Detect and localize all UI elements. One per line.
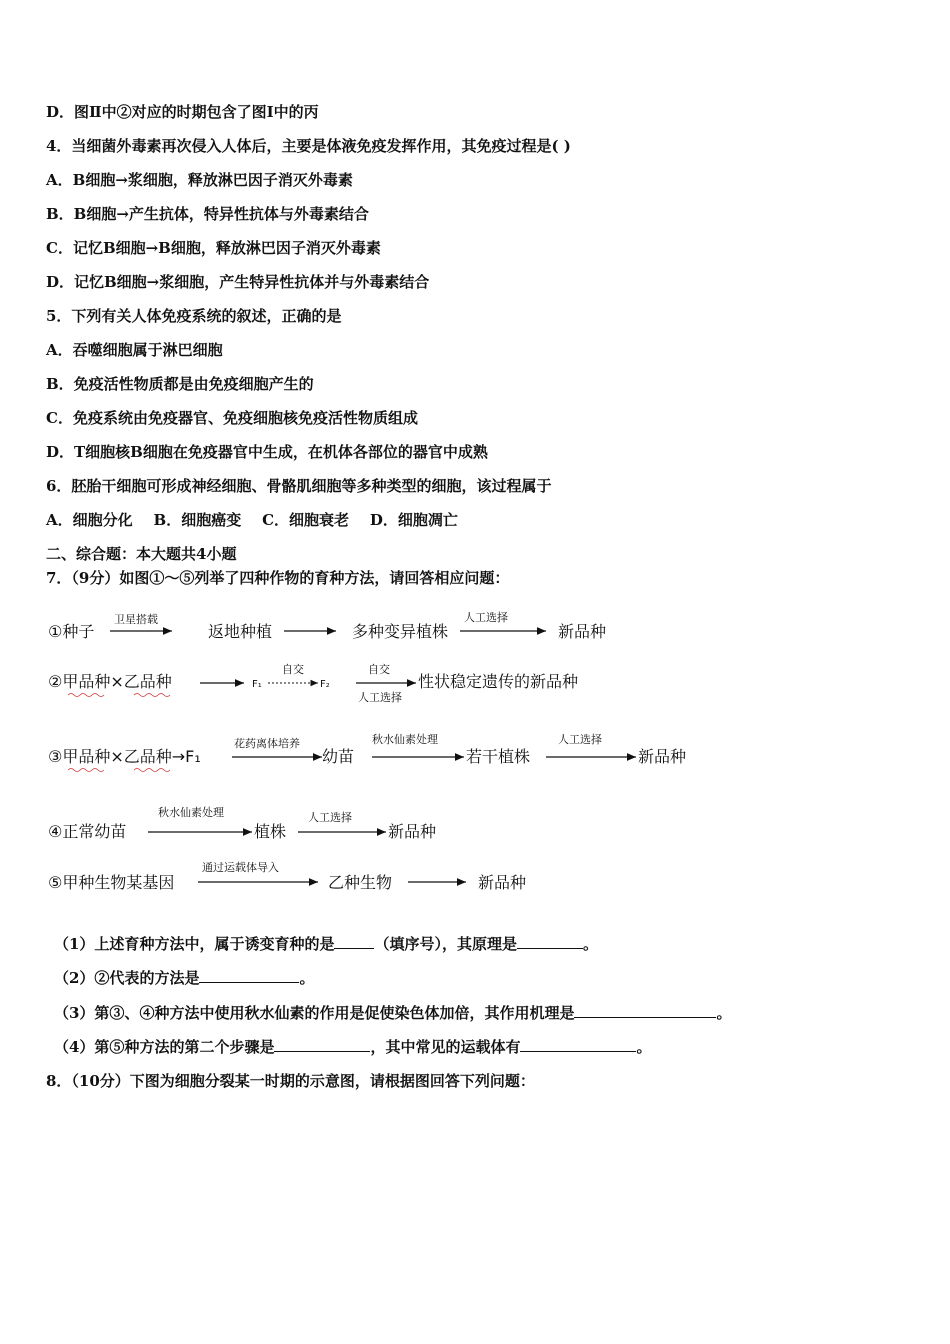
q7-sub-4-text-a: （4）第⑤种方法的第二个步骤是 — [54, 1038, 275, 1056]
q8-stem: 8．（10分）下图为细胞分裂某一时期的示意图，请根据图回答下列问题： — [46, 1072, 535, 1090]
r5-start: ⑤甲种生物某基因 — [48, 873, 175, 892]
diagram-row-5 — [48, 860, 526, 892]
r1-end: 新品种 — [558, 622, 607, 641]
r1-node-2: 多种变异植株 — [352, 622, 449, 641]
r1-node-1: 返地种植 — [208, 622, 273, 641]
r1-arrow-1-label: 卫星搭载 — [114, 613, 158, 626]
q7-sub-2-text-a: （2）②代表的方法是 — [54, 969, 200, 987]
r2-end: 性状稳定遗传的新品种 — [418, 672, 579, 691]
r5-end: 新品种 — [478, 873, 527, 892]
q7-stem: 7．（9分）如图①～⑤列举了四种作物的育种方法，请回答相应问题： — [46, 569, 510, 587]
r3-arrow-1-label: 花药离体培养 — [234, 737, 300, 750]
r4-node-1: 植株 — [254, 822, 287, 841]
r2-arrow-2-label: 自交 — [282, 663, 304, 676]
r2-arrow-3-bottom-label: 人工选择 — [358, 691, 402, 704]
diagram-row-2 — [48, 662, 578, 704]
q6-stem: 6．胚胎干细胞可形成神经细胞、骨骼肌细胞等多种类型的细胞，该过程属于 — [46, 477, 552, 495]
diagram-row-4 — [48, 805, 436, 841]
r3-node-1: 幼苗 — [322, 747, 355, 766]
q4-stem: 4．当细菌外毒素再次侵入人体后，主要是体液免疫发挥作用，其免疫过程是( ) — [46, 137, 571, 155]
breeding-methods-diagram — [46, 605, 706, 895]
q7-sub-2-text-b: 。 — [299, 969, 315, 987]
r3-node-2: 若干植株 — [466, 747, 531, 766]
q7-sub-3-blank[interactable] — [574, 1003, 716, 1018]
r3-arrow-3-label: 人工选择 — [558, 733, 602, 746]
q5-option-b: B．免疫活性物质都是由免疫细胞产生的 — [46, 375, 314, 393]
q3-option-d: D．图Ⅱ中②对应的时期包含了图Ⅰ中的丙 — [46, 103, 319, 121]
q7-sub-4-text-c: 。 — [636, 1038, 652, 1056]
q7-sub-4-blank-1[interactable] — [274, 1037, 370, 1052]
q7-sub-1-text-b: （填序号），其原理是 — [374, 935, 517, 953]
q5-option-c: C．免疫系统由免疫器官、免疫细胞核免疫活性物质组成 — [46, 409, 418, 427]
diagram-row-1 — [48, 610, 606, 641]
section-2-title: 二、综合题：本大题共4小题 — [46, 545, 237, 563]
r4-arrow-2-label: 人工选择 — [308, 811, 352, 824]
q7-sub-4-text-b: ，其中常见的运载体有 — [370, 1038, 521, 1056]
r3-end: 新品种 — [638, 747, 687, 766]
q7-sub-1-blank-2[interactable] — [517, 934, 583, 949]
diagram-row-3 — [48, 732, 686, 772]
q7-sub-2 — [54, 968, 314, 988]
r2-f1: F₁ — [252, 679, 262, 690]
q7-sub-3-text-a: （3）第③、④种方法中使用秋水仙素的作用是促使染色体加倍，其作用机理是 — [54, 1004, 575, 1022]
q7-sub-4 — [54, 1037, 651, 1057]
r2-arrow-3-top-label: 自交 — [368, 663, 390, 676]
q5-option-d: D．T细胞核B细胞在免疫器官中生成，在机体各部位的器官中成熟 — [46, 443, 488, 461]
q7-sub-3 — [54, 1003, 731, 1023]
q4-option-b: B．B细胞→产生抗体，特异性抗体与外毒素结合 — [46, 205, 369, 223]
q4-option-a: A．B细胞→浆细胞，释放淋巴因子消灭外毒素 — [46, 171, 353, 189]
q7-sub-4-blank-2[interactable] — [520, 1037, 636, 1052]
r1-start: ①种子 — [48, 622, 95, 641]
q7-sub-1-blank-1[interactable] — [334, 934, 374, 949]
q5-stem: 5．下列有关人体免疫系统的叙述，正确的是 — [46, 307, 342, 325]
r4-arrow-1-label: 秋水仙素处理 — [158, 806, 224, 819]
r3-start: ③甲品种×乙品种→F₁ — [48, 747, 201, 766]
q7-sub-2-blank[interactable] — [199, 968, 299, 983]
r2-start: ②甲品种×乙品种 — [48, 672, 172, 691]
r4-start: ④正常幼苗 — [48, 822, 127, 841]
r2-wavy-underline-1 — [68, 694, 104, 697]
r2-wavy-underline-2 — [134, 694, 170, 697]
r1-arrow-3-label: 人工选择 — [464, 611, 508, 624]
r3-wavy-underline-1 — [68, 769, 104, 772]
q6-options: A．细胞分化 B．细胞癌变 C．细胞衰老 D．细胞凋亡 — [46, 511, 458, 529]
r3-wavy-underline-2 — [134, 769, 170, 772]
q7-sub-1-text-a: （1）上述育种方法中，属于诱变育种的是 — [54, 935, 335, 953]
r2-f2: F₂ — [320, 679, 330, 690]
q7-sub-1 — [54, 934, 598, 954]
q4-option-d: D．记忆B细胞→浆细胞，产生特异性抗体并与外毒素结合 — [46, 273, 430, 291]
q7-sub-3-text-b: 。 — [716, 1004, 732, 1022]
q7-sub-1-text-c: 。 — [582, 935, 598, 953]
q5-option-a: A．吞噬细胞属于淋巴细胞 — [46, 341, 223, 359]
r4-end: 新品种 — [388, 822, 437, 841]
q4-option-c: C．记忆B细胞→B细胞，释放淋巴因子消灭外毒素 — [46, 239, 381, 257]
r5-arrow-1-label: 通过运载体导入 — [202, 861, 279, 874]
r5-node-1: 乙种生物 — [328, 873, 393, 892]
r3-arrow-2-label: 秋水仙素处理 — [372, 733, 438, 746]
